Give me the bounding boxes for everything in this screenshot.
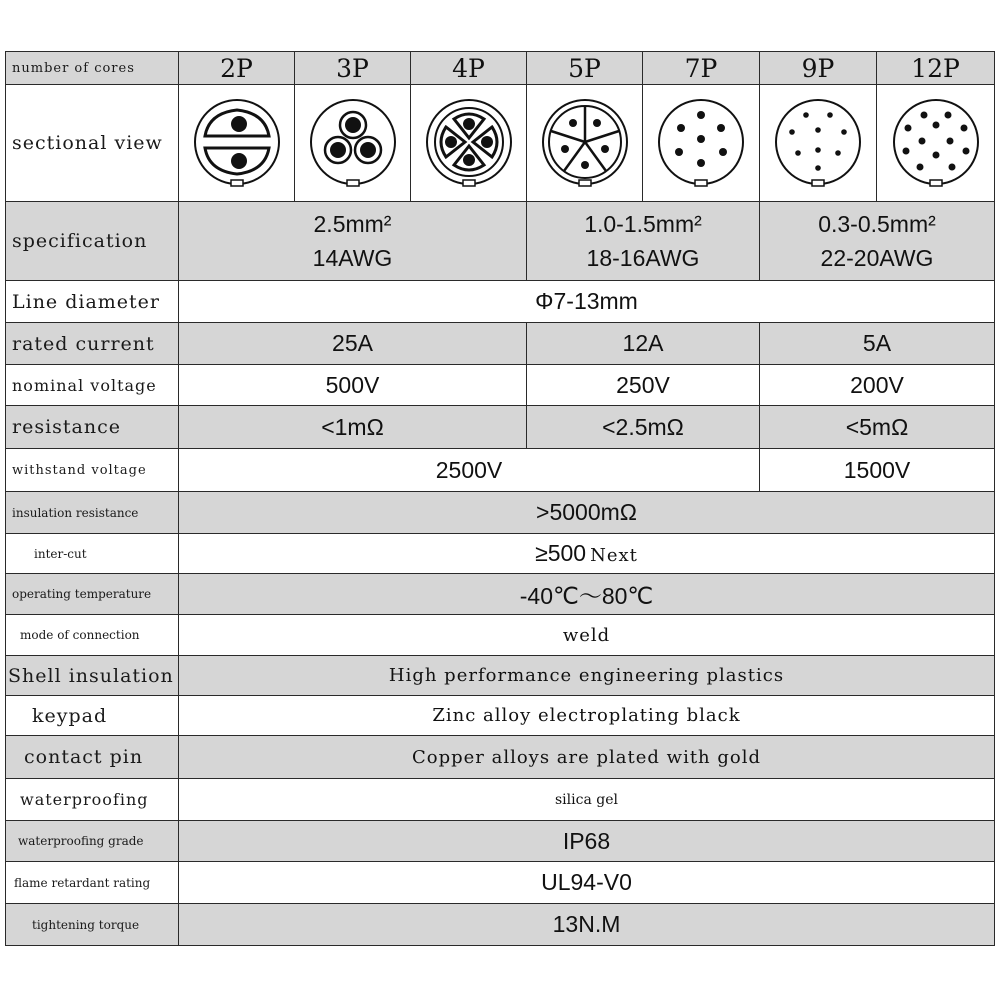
shell-insulation-row [6, 656, 995, 696]
connector-3p-icon [295, 85, 411, 202]
mode-of-connection-row [6, 615, 995, 656]
core-5p: 5P [527, 52, 643, 85]
spec-group-2-awg: 18-16AWG [586, 245, 700, 271]
core-2p: 2P [179, 52, 295, 85]
row-label-waterproofing-grade: waterproofing grade [6, 821, 179, 862]
mode-of-connection-value: weld [179, 615, 995, 656]
core-9p: 9P [760, 52, 877, 85]
contact-pin-row [6, 736, 995, 779]
spec-group-3-area: 0.3-0.5mm² [818, 211, 936, 237]
contact-pin-value: Copper alloys are plated with gold [179, 736, 995, 779]
rated-current-3: 5A [760, 323, 995, 365]
row-label-inter-cut: inter-cut [6, 534, 179, 574]
row-label-operating-temperature: operating temperature [6, 574, 179, 615]
inter-cut-cell [179, 534, 995, 574]
row-label-withstand-voltage: withstand voltage [6, 449, 179, 492]
rated-current-1: 25A [179, 323, 527, 365]
nominal-voltage-2: 250V [527, 365, 760, 406]
inter-cut-row [6, 534, 995, 574]
resistance-1: <1mΩ [179, 406, 527, 449]
line-diameter-value: Φ7-13mm [179, 281, 995, 323]
inter-cut-suffix: Next [590, 545, 638, 566]
row-label-cores: number of cores [6, 52, 179, 85]
row-label-waterproofing: waterproofing [6, 779, 179, 821]
row-label-nominal-voltage: nominal voltage [6, 365, 179, 406]
flame-retardant-value: UL94-V0 [179, 862, 995, 904]
spec-group-2-area: 1.0-1.5mm² [584, 211, 702, 237]
tightening-torque-row [6, 904, 995, 946]
row-label-flame-retardant: flame retardant rating [6, 862, 179, 904]
core-3p: 3P [295, 52, 411, 85]
connector-12p-icon [877, 85, 995, 202]
core-12p: 12P [877, 52, 995, 85]
connector-9p-icon [760, 85, 877, 202]
header-row [6, 52, 995, 85]
row-label-mode-of-connection: mode of connection [6, 615, 179, 656]
nominal-voltage-1: 500V [179, 365, 527, 406]
rated-current-row [6, 323, 995, 365]
row-label-resistance: resistance [6, 406, 179, 449]
waterproofing-row [6, 779, 995, 821]
sectional-row [6, 85, 995, 202]
keypad-row [6, 696, 995, 736]
withstand-voltage-1: 2500V [179, 449, 760, 492]
withstand-voltage-2: 1500V [760, 449, 995, 492]
waterproofing-grade-value: IP68 [179, 821, 995, 862]
waterproofing-grade-row [6, 821, 995, 862]
keypad-value: Zinc alloy electroplating black [179, 696, 995, 736]
specification-row [6, 202, 995, 281]
rated-current-2: 12A [527, 323, 760, 365]
connector-5p-icon [527, 85, 643, 202]
row-label-contact-pin: contact pin [6, 736, 179, 779]
nominal-voltage-3: 200V [760, 365, 995, 406]
connector-4p-icon [411, 85, 527, 202]
resistance-3: <5mΩ [760, 406, 995, 449]
insulation-resistance-row [6, 492, 995, 534]
core-4p: 4P [411, 52, 527, 85]
row-label-insulation-resistance: insulation resistance [6, 492, 179, 534]
core-7p: 7P [643, 52, 760, 85]
spec-group-2 [527, 202, 760, 281]
spec-group-3 [760, 202, 995, 281]
operating-temperature-value: -40℃～80℃ [179, 574, 995, 615]
row-label-shell-insulation: Shell insulation [6, 656, 179, 696]
row-label-keypad: keypad [6, 696, 179, 736]
row-label-specification: specification [6, 202, 179, 281]
row-label-sectional: sectional view [6, 85, 179, 202]
row-label-line-diameter: Line diameter [6, 281, 179, 323]
connector-spec-table [5, 51, 995, 946]
spec-group-3-awg: 22-20AWG [820, 245, 934, 271]
resistance-row [6, 406, 995, 449]
spec-group-1-awg: 14AWG [312, 245, 393, 271]
insulation-resistance-value: >5000mΩ [179, 492, 995, 534]
line-diameter-row [6, 281, 995, 323]
nominal-voltage-row [6, 365, 995, 406]
connector-2p-icon [179, 85, 295, 202]
inter-cut-value: ≥500 [535, 540, 587, 566]
shell-insulation-value: High performance engineering plastics [179, 656, 995, 696]
row-label-tightening-torque: tightening torque [6, 904, 179, 946]
withstand-voltage-row [6, 449, 995, 492]
flame-retardant-row [6, 862, 995, 904]
waterproofing-value: silica gel [179, 779, 995, 821]
spec-group-1-area: 2.5mm² [313, 211, 392, 237]
spec-group-1 [179, 202, 527, 281]
row-label-rated-current: rated current [6, 323, 179, 365]
operating-temperature-row [6, 574, 995, 615]
tightening-torque-value: 13N.M [179, 904, 995, 946]
connector-7p-icon [643, 85, 760, 202]
resistance-2: <2.5mΩ [527, 406, 760, 449]
